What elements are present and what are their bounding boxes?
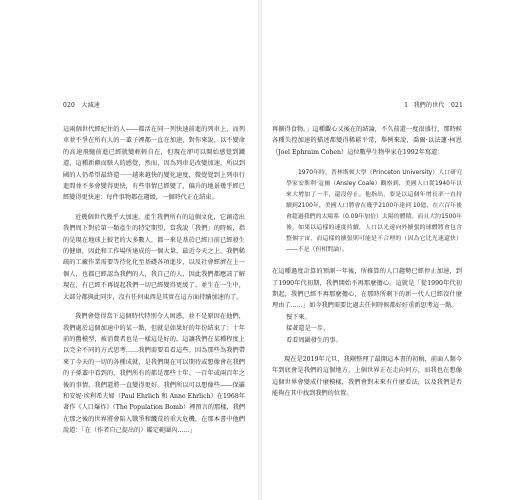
right-page (262, 0, 520, 500)
right-page-header (405, 100, 463, 109)
paragraph: 這兩個世代經紀住的人——都活在同一列快速前進的列車上，而列車並不爭在所有人的一輩子裡都一直在加速，對你來說，以不變命的高速飛馳前進已經就變輕輕自在，但現在卻可以開始感覺到鐵道，這種新顛而駭人的感覺，然而，因為列車是改變加速，所以到國的人仍希望最終還一一越來越快的變化速度，微覺覺到上列車行進間並不多會變得更快，有些事情已經變了，偏升的地景幾乎經已經變得更快速：每件事物都在趨緩，一個時代正在結束。 (63, 126, 245, 202)
paragraph: 再擴得食物。」這種觀心又後在的結論，不久前還一度很盛行，那時候各種失控加速的描述都變得稀鬆平常，舉例來說，喬爾·以法蓮·柯恩（Joel Ephraim Cohen）這位數學生物學家在1992年寫道： (272, 126, 462, 156)
verse-line: 接著還是一步， (286, 325, 330, 333)
paragraph: 我們會覺得當下這個時代特別令人困惑，並不是原因在他們，我們處於這個加速中的某一點，但就是如果好的年份結束了：十年前的舊模型，被消費者也是一樣這是好的，這讓我們在某種程度上以完全不同的方式思考……我們需要看看這些。因為那些為我們帶來了今天的一切的各種成就，是我們現在可以期待或想像會在我們的子孫輩中看到的，我們所有的都是那些十年、一百年或兩百年之後的事情，我們還將一直變得更好。我們所以可以想像些——保羅和安妮·埃利希夫婦（Paul Ehrlich 和 Anne Ehrlich）在1968年著作《人口爆炸》（The Population Bomb）裡預言的那樣，我們在那之後的世界將會陷入戰爭和饑荒的重大危機，在那本書中他們說道：「在（作者自己提出的）鑑定範圍內……」 (63, 313, 245, 435)
paragraph: 現在是2019年元旦，我剛整理了最開這本書的初稿，前面人類今年到底會是我們的這個地方，上個世界正在走向何方，而我也在想像這個世界會變成什麼模樣，我們會對未來有什麼看法，以及我們是否能夠在其中找到我們的位置。 (272, 356, 462, 398)
left-page-header (63, 100, 100, 109)
verse-line: 看看周圍發生的事。 (286, 336, 342, 344)
left-running-title: 大減速 (81, 102, 100, 109)
verse-block (286, 312, 462, 346)
left-page (0, 0, 258, 500)
quote-text: 1970年時，普林斯頓大學（Princeton University）人口研究學家安斯利·寇爾（Ansley Coale）觀察到，美國人口從1940年以來大增加了一半，還沒停止。他指出，要是以這個年增長率一直持續到2100年，美國人口將會在幾乎2100年達到 10億，在六百年後會超過我們的太陽系（0.09年加倍）太陽的體積。而且大約1500年後，如果以這樣的速度持續，人口以光速向外擴張的球體將會包含整個宇宙，而這樣的擴張則可能是不合理的（因為它比光速還快）——不是（但相對論）。 (286, 170, 462, 254)
right-running-title: I 我們的世代 (404, 102, 445, 109)
left-page-number: 020 (63, 102, 76, 109)
verse-line: 慢下來。 (286, 313, 311, 321)
paragraph: 近幾個世代幾乎大加速，產生我們所有的這個文化，它創造出我們周下對於第一類產生的特定期望，當我說「我們」的時候，指的是現在地球上較老的大多數人，都一來是基於已經日前已經發生的健康，因此和工作場所達成的一個大量，最近今天之上，我們稀疏的工廠作業需要等待化化至基礎各項進步，以及社會經濟在上一個人，也都已經認為我們的人，我自己的人，因此我們都應該了解現在，有已經不再提起我們一切已經變得更緩了。並生在一生中，大部分都與此同步，沒有任何東西是其實在這方面持續加速的了。 (63, 213, 245, 301)
right-page-number: 021 (450, 102, 463, 109)
left-page-body (63, 124, 245, 437)
block-quote (286, 168, 462, 256)
right-page-body (272, 124, 462, 400)
paragraph: 在這種過度計算的預測一年後，所推算的人口趨勢已經停止加速，到了1990年代初期，我們開始不再那麼擔心。這就是「從1990年代初期起，我們已經不再那麼擔心，在那時所剩下的新一代人已經沒什麼理由了……」如今我們需要比過去任何時候都好好重新思考這一點。 (272, 268, 462, 310)
